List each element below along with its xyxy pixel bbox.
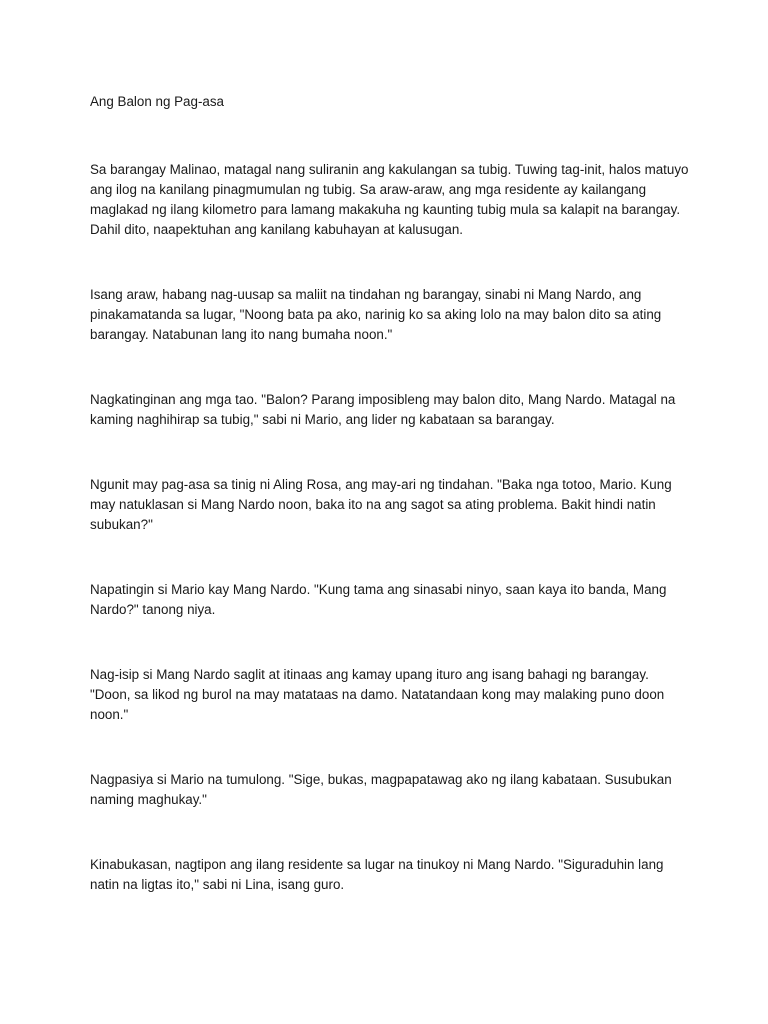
paragraph-5: Napatingin si Mario kay Mang Nardo. "Kung tama ang sinasabi ninyo, saan kaya ito banda, Mang Nardo?" tanong niya. xyxy=(90,582,667,617)
paragraph-8: Kinabukasan, nagtipon ang ilang residente sa lugar na tinukoy ni Mang Nardo. "Siguraduhin lang natin na ligtas ito," sabi ni Lina, isang guro. xyxy=(90,857,664,892)
paragraph-3: Nagkatinginan ang mga tao. "Balon? Parang imposibleng may balon dito, Mang Nardo. Matagal na kaming naghihirap sa tubig," sabi ni Mario, ang lider ng kabataan sa barangay. xyxy=(90,392,676,427)
document-title: Ang Balon ng Pag-asa xyxy=(90,94,225,109)
paragraph-7: Nagpasiya si Mario na tumulong. "Sige, bukas, magpapatawag ako ng ilang kabataan. Susubukan naming maghukay." xyxy=(90,772,672,807)
paragraph-6: Nag-isip si Mang Nardo saglit at itinaas ang kamay upang ituro ang isang bahagi ng barangay. "Doon, sa likod ng burol na may matataas na damo. Natatandaan kong may malaking puno doon noon." xyxy=(90,667,665,722)
paragraph-2: Isang araw, habang nag-uusap sa maliit na tindahan ng barangay, sinabi ni Mang Nardo, ang pinakamatanda sa lugar, "Noong bata pa ako, narinig ko sa aking lolo na may balon dito sa ating barangay. Natabunan lang ito nang bumaha noon." xyxy=(90,287,662,342)
paragraph-4: Ngunit may pag-asa sa tinig ni Aling Rosa, ang may-ari ng tindahan. "Baka nga totoo, Mario. Kung may natuklasan si Mang Nardo noon, baka ito na ang sagot sa ating problema. Bakit hindi natin subukan?" xyxy=(90,477,672,532)
paragraph-1: Sa barangay Malinao, matagal nang suliranin ang kakulangan sa tubig. Tuwing tag-init, halos matuyo ang ilog na kanilang pinagmumulan ng tubig. Sa araw-araw, ang mga residente ay kailangang maglakad ng ilang kilometro para lamang makakuha ng kaunting tubig mula sa kalapit na barangay. Dahil dito, naapektuhan ang kanilang kabuhayan at kalusugan. xyxy=(90,162,689,237)
